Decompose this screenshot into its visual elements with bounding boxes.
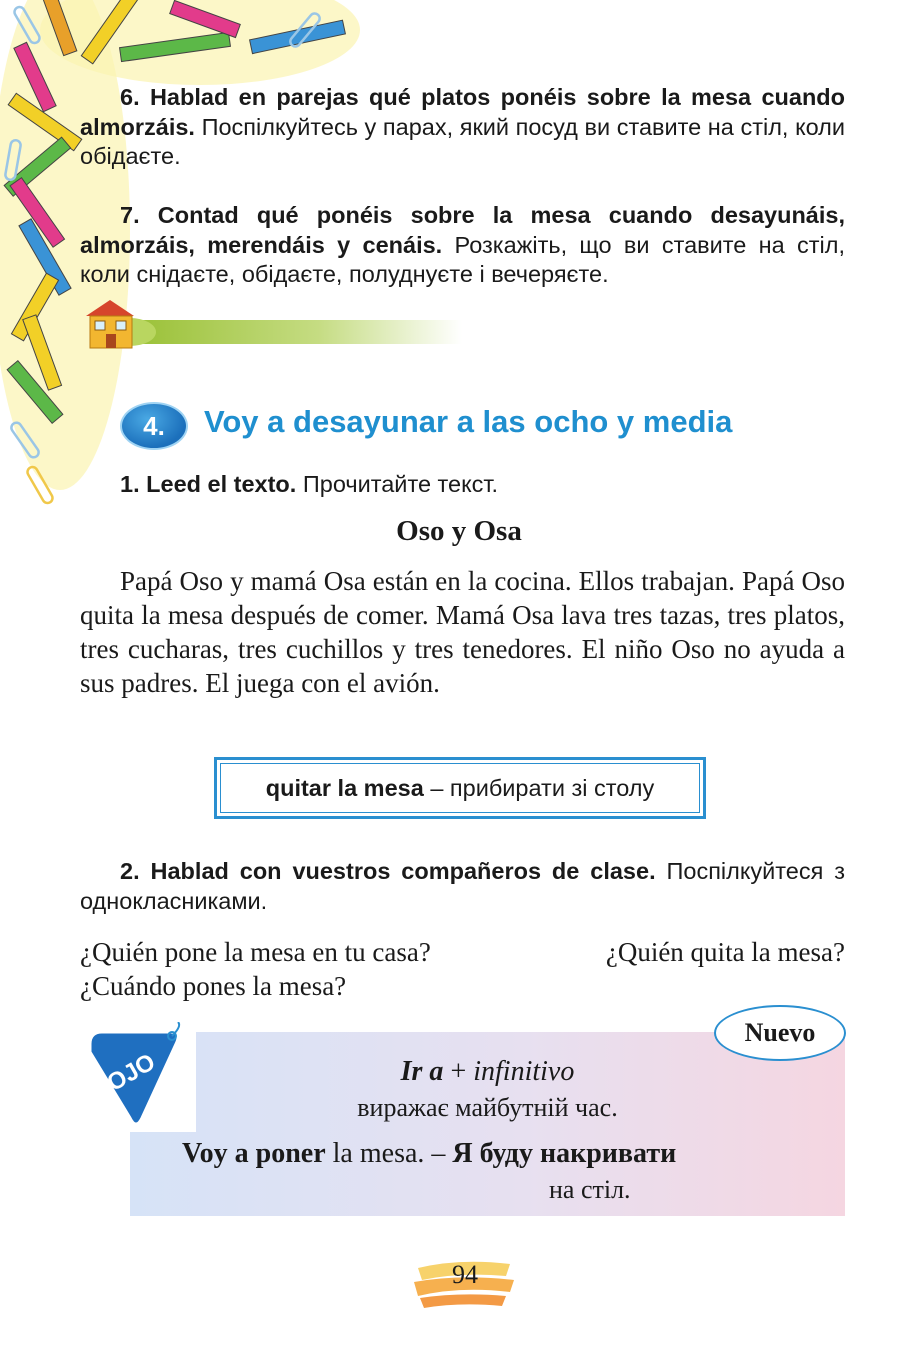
story-title: Oso y Osa: [396, 515, 522, 547]
exercise-1-spanish: Leed el texto.: [146, 471, 297, 497]
lesson-title: Voy a desayunar a las ocho y media: [204, 404, 733, 439]
ojo-label: OJO: [102, 1048, 160, 1098]
page-number: 94: [452, 1260, 478, 1289]
story-text: Papá Oso y mamá Osa están en la cocina. Ellos trabajan. Papá Oso quita la mesa después de comer. Mamá Osa lava tres tazas, tres platos, tres cucharas, tres cuchillos y tres tenedores. El niño Oso no ayuda a sus padres. El juega con el avión.: [80, 566, 845, 698]
section-divider: [82, 296, 462, 352]
grammar-example-bold: Voy a poner: [182, 1138, 326, 1169]
grammar-rule-italic: infinitivo: [473, 1056, 575, 1087]
lesson-number-badge: 4.: [120, 402, 188, 450]
exercise-1-ukrainian: Прочитайте текст.: [302, 471, 499, 497]
exercise-6-spanish: Hablad en parejas qué platos ponéis sobre la mesa cuando almorzáis.: [80, 84, 846, 140]
grammar-rule-bold: Ir a: [400, 1056, 444, 1087]
exercise-2-ukrainian: Поспілкуйтеся з однокласниками.: [80, 858, 846, 914]
house-icon: [82, 296, 158, 352]
vocabulary-dash: –: [430, 775, 444, 801]
grammar-example-uk-bold: Я буду накривати: [452, 1138, 677, 1169]
exercise-2-spanish: Hablad con vuestros compañeros de clase.: [150, 858, 656, 884]
grammar-example: [182, 1138, 676, 1170]
question-1: ¿Quién pone la mesa en tu casa?: [80, 937, 431, 967]
vocabulary-box: [214, 757, 706, 819]
exercise-7-number: 7.: [120, 202, 140, 228]
divider-bar: [142, 320, 462, 344]
exercise-6: [80, 83, 845, 172]
grammar-example-uk-rest: на стіл.: [549, 1175, 631, 1204]
question-3: ¿Cuándo pones la mesa?: [80, 971, 347, 1001]
exercise-6-number: 6.: [120, 84, 140, 110]
exercise-2-number: 2.: [120, 858, 140, 884]
nuevo-badge: Nuevo: [714, 1005, 846, 1061]
question-2: ¿Quién quita la mesa?: [605, 937, 845, 967]
vocabulary-entry: [220, 763, 700, 813]
exercise-6-ukrainian: Поспілкуйтесь у парах, який посуд ви ставите на стіл, коли обідаєте.: [80, 113, 846, 169]
grammar-rule: [130, 1056, 845, 1088]
vocabulary-translation: прибирати зі столу: [449, 775, 655, 801]
exercise-1-number: 1.: [120, 471, 140, 497]
exercise-1: [120, 469, 498, 499]
vocabulary-term: quitar la mesa: [265, 775, 424, 801]
exercise-7-spanish: Contad qué ponéis sobre la mesa cuando desayunáis, almorzáis, merendáis y cenáis.: [80, 202, 845, 258]
grammar-rule-plus: +: [450, 1056, 467, 1087]
grammar-example-rest: la mesa.: [332, 1138, 425, 1169]
exercise-7: [80, 201, 845, 290]
story-text-block: [80, 564, 845, 700]
grammar-rule-description: виражає майбутній час.: [357, 1093, 618, 1122]
exercise-2: [80, 857, 845, 916]
exercise-7-ukrainian: Розкажіть, що ви ставите на стіл, коли снідаєте, обідаєте, полуднуєте і вечеряєте.: [80, 231, 845, 287]
page-number-container: [410, 1254, 520, 1310]
grammar-example-dash: –: [431, 1138, 446, 1169]
